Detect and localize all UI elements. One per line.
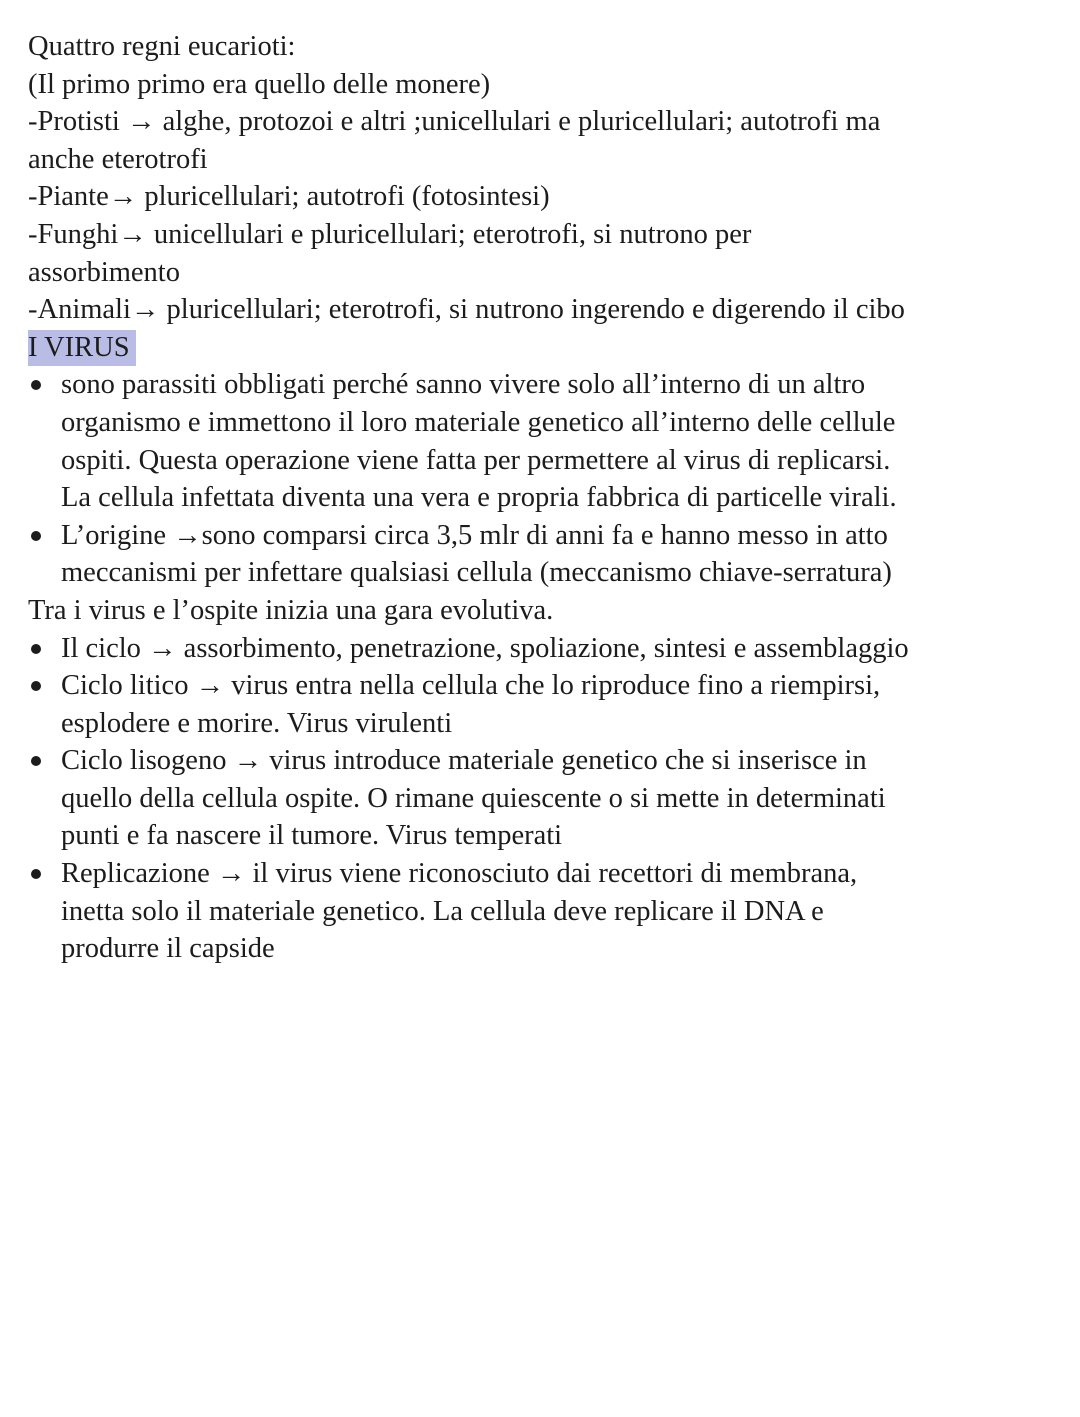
kingdom-animali: -Animali→ pluricellulari; eterotrofi, si nutrono ingerendo e digerendo il cibo (28, 294, 905, 326)
section-heading: I VIRUS (28, 330, 136, 366)
bullet-list-a (28, 366, 1058, 592)
list-item-line: punti e fa nascere il tumore. Virus temperati (61, 820, 563, 852)
bullet-icon (31, 531, 41, 541)
kingdom-funghi: -Funghi→ unicellulari e pluricellulari; eterotrofi, si nutrono per (28, 218, 752, 250)
intro-note: (Il primo primo era quello delle monere) (28, 68, 491, 100)
list-item-line: Replicazione → il virus viene riconosciuto dai recettori di membrana, (61, 858, 858, 890)
kingdom-protisti-cont: anche eterotrofi (28, 143, 208, 175)
list-item (28, 742, 1058, 855)
bullet-icon (31, 869, 41, 879)
list-item (28, 517, 1058, 592)
list-item-line: esplodere e morire. Virus virulenti (61, 707, 453, 739)
list-item-line: La cellula infettata diventa una vera e propria fabbrica di particelle virali. (61, 482, 897, 514)
evolution-paragraph: Tra i virus e l’ospite inizia una gara evolutiva. (28, 594, 554, 626)
list-item-line: meccanismi per infettare qualsiasi cellula (meccanismo chiave-serratura) (61, 557, 892, 589)
kingdom-piante: -Piante→ pluricellulari; autotrofi (fotosintesi) (28, 181, 550, 213)
list-item-line: Ciclo litico → virus entra nella cellula che lo riproduce fino a riempirsi, (61, 670, 881, 702)
list-item (28, 366, 1058, 516)
kingdom-funghi-cont: assorbimento (28, 256, 180, 288)
bullet-icon (31, 644, 41, 654)
list-item-line: L’origine →sono comparsi circa 3,5 mlr di anni fa e hanno messo in atto (61, 519, 888, 551)
bullet-list-b (28, 630, 1058, 968)
list-item-line: organismo e immettono il loro materiale genetico all’interno delle cellule (61, 406, 896, 438)
list-item (28, 855, 1058, 968)
list-item-line: inetta solo il materiale genetico. La cellula deve replicare il DNA e (61, 895, 824, 927)
list-item (28, 630, 1058, 668)
note-page (28, 28, 1058, 968)
list-item (28, 667, 1058, 742)
bullet-icon (31, 681, 41, 691)
list-item-line: sono parassiti obbligati perché sanno vivere solo all’interno di un altro (61, 369, 866, 401)
list-item-line: quello della cellula ospite. O rimane quiescente o si mette in determinati (61, 782, 886, 814)
list-item-line: Ciclo lisogeno → virus introduce materiale genetico che si inserisce in (61, 745, 867, 777)
bullet-icon (31, 756, 41, 766)
list-item-line: ospiti. Questa operazione viene fatta per permettere al virus di replicarsi. (61, 444, 891, 476)
list-item-line: Il ciclo → assorbimento, penetrazione, spoliazione, sintesi e assemblaggio (61, 632, 909, 664)
section-heading-row (28, 329, 1058, 367)
list-item-line: produrre il capside (61, 933, 275, 965)
intro-title: Quattro regni eucarioti: (28, 31, 296, 62)
bullet-icon (31, 380, 41, 390)
kingdom-protisti: -Protisti → alghe, protozoi e altri ;unicellulari e pluricellulari; autotrofi ma (28, 106, 881, 138)
intro-block (28, 28, 1058, 329)
